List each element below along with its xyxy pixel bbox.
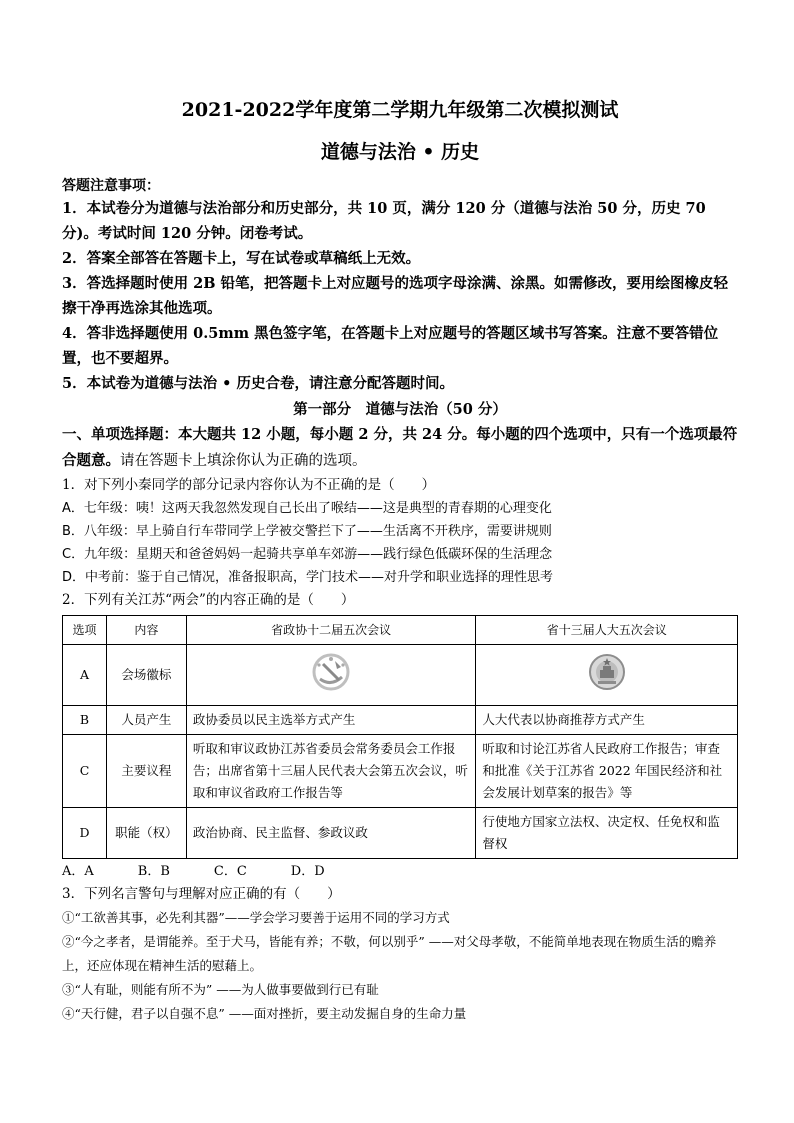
- note-item: 5．本试卷为道德与法治 • 历史合卷，请注意分配答题时间。: [62, 375, 454, 392]
- row-content: 主要议程: [106, 735, 186, 808]
- table-row: [63, 808, 738, 859]
- question-1-stem: 1．对下列小秦同学的部分记录内容你认为不正确的是（ ）: [62, 477, 436, 493]
- choice-b: B．B: [137, 864, 170, 879]
- exam-subtitle: 道德与法治 • 历史: [320, 141, 480, 163]
- section-intro: [62, 422, 738, 474]
- row-option: C: [63, 735, 107, 808]
- note-item: 2．答案全部答在答题卡上，写在试卷或草稿纸上无效。: [62, 250, 421, 267]
- exam-page: [62, 96, 738, 1026]
- question-3-stem: 3．下列名言警句与理解对应正确的有（ ）: [62, 886, 341, 902]
- npc-emblem-cell: [476, 645, 738, 706]
- row-option: A: [63, 645, 107, 706]
- section-intro-bold: 一、单项选择题：本大题共 12 小题，每小题 2 分，共 24 分。每小题的四个选项中，只有一个选项最符合题意。: [62, 426, 738, 469]
- table-row: [63, 645, 738, 706]
- row-cppcc: 政协委员以民主选举方式产生: [186, 706, 476, 735]
- row-npc: 行使地方国家立法权、决定权、任免权和监督权: [476, 808, 738, 859]
- question-2-table: [62, 615, 738, 859]
- note-item: 4．答非选择题使用 0.5mm 黑色签字笔，在答题卡上对应题号的答题区域书写答案。注意不要答错位置，也不要超界。: [62, 325, 719, 367]
- notes-heading: 答题注意事项：: [62, 178, 160, 194]
- cppcc-emblem-cell: [186, 645, 476, 706]
- note-item: 3．答选择题时使用 2B 铅笔，把答题卡上对应题号的选项字母涂满、涂黑。如需修改，要用绘图橡皮轻擦干净再选涂其他选项。: [62, 275, 729, 317]
- row-npc: 人大代表以协商推荐方式产生: [476, 706, 738, 735]
- row-option: B: [63, 706, 107, 735]
- table-row: [63, 735, 738, 808]
- table-header: 省十三届人大五次会议: [476, 616, 738, 645]
- question-1-option-c: C．九年级：星期天和爸爸妈妈一起骑共享单车郊游——践行绿色低碳环保的生活理念: [62, 547, 553, 562]
- row-npc: 听取和讨论江苏省人民政府工作报告；审查和批准《关于江苏省 2022 年国民经济和社会发展计划草案的报告》等: [476, 735, 738, 808]
- question-2-choices: [62, 860, 738, 883]
- row-content: 会场徽标: [106, 645, 186, 706]
- part-title: 第一部分 道德与法治（50 分）: [293, 401, 507, 418]
- table-header: 内容: [106, 616, 186, 645]
- row-content: 职能（权）: [106, 808, 186, 859]
- question-3-item: ④“天行健，君子以自强不息” ——面对挫折，要主动发掘自身的生命力量: [62, 1006, 467, 1021]
- note-item: 1．本试卷分为道德与法治部分和历史部分，共 10 页，满分 120 分（道德与法治 50 分，历史 70 分)。考试时间 120 分钟。闭卷考试。: [62, 200, 706, 242]
- row-option: D: [63, 808, 107, 859]
- question-1-option-b: B．八年级：早上骑自行车带同学上学被交警拦下了——生活离不开秩序，需要讲规则: [62, 524, 552, 539]
- question-1-option-d: D．中考前：鉴于自己情况，准备报职高，学门技术——对升学和职业选择的理性思考: [62, 570, 554, 585]
- row-cppcc: 政治协商、民主监督、参政议政: [186, 808, 476, 859]
- table-header: 选项: [63, 616, 107, 645]
- npc-emblem-icon: [586, 651, 628, 693]
- section-intro-normal: 请在答题卡上填涂你认为正确的选项。: [120, 453, 367, 469]
- question-2-stem: 2．下列有关江苏“两会”的内容正确的是（ ）: [62, 592, 355, 608]
- table-row: [63, 706, 738, 735]
- row-cppcc: 听取和审议政协江苏省委员会常务委员会工作报告；出席省第十三届人民代表大会第五次会议，听取和审议省政府工作报告等: [186, 735, 476, 808]
- question-3-item: ①“工欲善其事，必先利其器”——学会学习要善于运用不同的学习方式: [62, 910, 450, 925]
- cppcc-emblem-icon: [308, 651, 354, 693]
- table-header: 省政协十二届五次会议: [186, 616, 476, 645]
- choice-a: A．A: [62, 864, 94, 879]
- row-content: 人员产生: [106, 706, 186, 735]
- question-1-option-a: A．七年级：咦！这两天我忽然发现自己长出了喉结——这是典型的青春期的心理变化: [62, 501, 552, 516]
- exam-title: 2021-2022学年度第二学期九年级第二次模拟测试: [181, 99, 619, 121]
- question-3-item: ②“今之孝者，是谓能养。至于犬马，皆能有养；不敬，何以别乎” ——对父母孝敬，不能简单地表现在物质生活的赡养上，还应体现在精神生活的慰藉上。: [62, 934, 717, 973]
- choice-d: D．D: [290, 864, 325, 879]
- question-3-item: ③“人有耻，则能有所不为” ——为人做事要做到行已有耻: [62, 982, 379, 997]
- table-header-row: [63, 616, 738, 645]
- choice-c: C．C: [213, 864, 247, 879]
